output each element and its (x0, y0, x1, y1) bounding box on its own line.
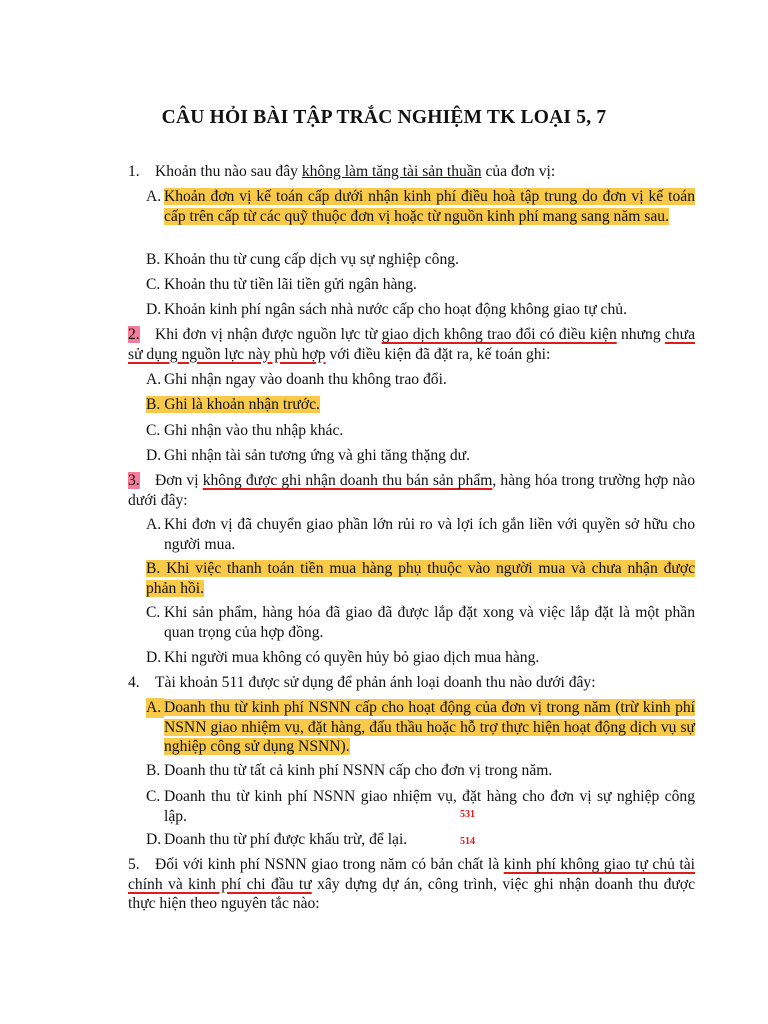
emphasis-text: không làm tăng tài sản thuần (301, 163, 482, 180)
option-1c: C. Khoản thu từ tiền lãi tiền gửi ngân hàng. (146, 276, 417, 293)
option-2d: D. Ghi nhận tài sản tương ứng và ghi tăng thặng dư. (146, 447, 471, 464)
option-3b: B. Khi việc thanh toán tiền mua hàng phụ thuộc vào người mua và chưa nhận được phản hồi. (146, 560, 695, 597)
question-1: 1. Khoản thu nào sau đây không làm tăng tài sản thuần của đơn vị: (128, 163, 556, 180)
option-4a: A. Doanh thu từ kinh phí NSNN cấp cho hoạt động của đơn vị trong năm (trừ kinh phí NSNN giao nhiệm vụ, đặt hàng, đấu thầu hoặc hỗ trợ thực hiện hoạt động dịch vụ sự nghiệp công sử dụng NSNN). (146, 699, 695, 755)
option-4c: C. Doanh thu từ kinh phí NSNN giao nhiệm vụ, đặt hàng cho đơn vị sự nghiệp công lập. (146, 788, 695, 825)
handwritten-note: 514 (460, 836, 475, 847)
option-3c: C. Khi sản phẩm, hàng hóa đã giao đã được lắp đặt xong và việc lắp đặt là một phần quan trọng của hợp đồng. (146, 604, 695, 641)
question-number: 2. (128, 326, 140, 343)
question-number: 4. (128, 674, 140, 691)
option-2b: B. Ghi là khoản nhận trước. (146, 396, 320, 413)
emphasis-text: chưa sử dụng nguồn lực này phù hợp (128, 326, 696, 363)
question-5: 5. Đối với kinh phí NSNN giao trong năm có bản chất là kinh phí không giao tự chủ tài chính và kinh phí chi đầu tư xây dựng dự án, công trình, việc ghi nhận doanh thu được thực hiện theo nguyên tắc nào: (128, 856, 695, 912)
option-2c: C. Ghi nhận vào thu nhập khác. (146, 422, 344, 439)
option-4d: D. Doanh thu từ phí được khấu trừ, để lại. (146, 831, 408, 848)
question-number: 3. (128, 472, 140, 489)
option-1d: D. Khoản kinh phí ngân sách nhà nước cấp cho hoạt động không giao tự chủ. (146, 301, 627, 318)
emphasis-text: giao dịch không trao đổi có điều kiện (381, 326, 617, 343)
handwritten-note: 531 (460, 809, 475, 820)
option-2a: A. Ghi nhận ngay vào doanh thu không trao đổi. (146, 371, 447, 388)
question-3: 3. Đơn vị không được ghi nhận doanh thu bán sản phẩm, hàng hóa trong trường hợp nào dưới đây: (128, 472, 695, 509)
question-number: 5. (128, 856, 140, 873)
option-3d: D. Khi người mua không có quyền hủy bỏ giao dịch mua hàng. (146, 649, 540, 666)
question-4: 4. Tài khoản 511 được sử dụng để phản ánh loại doanh thu nào dưới đây: (128, 674, 596, 691)
question-2: 2. Khi đơn vị nhận được nguồn lực từ giao dịch không trao đổi có điều kiện nhưng chưa sử dụng nguồn lực này phù hợp với điều kiện đã đặt ra, kế toán ghi: (128, 326, 696, 363)
option-4b: B. Doanh thu từ tất cả kinh phí NSNN cấp cho đơn vị trong năm. (146, 762, 553, 779)
highlighted-answer: Khi việc thanh toán tiền mua hàng phụ thuộc vào người mua và chưa nhận được phản hồi. (146, 560, 695, 597)
highlighted-answer: Ghi là khoản nhận trước. (164, 396, 320, 413)
question-number: 1. (128, 163, 140, 180)
highlighted-answer: Doanh thu từ kinh phí NSNN cấp cho hoạt động của đơn vị trong năm (trừ kinh phí NSNN giao nhiệm vụ, đặt hàng, đấu thầu hoặc hỗ trợ thực hiện hoạt động dịch vụ sự nghiệp công sử dụng NSNN). (164, 699, 695, 755)
highlighted-answer: Khoản đơn vị kế toán cấp dưới nhận kinh phí điều hoà tập trung do đơn vị kế toán cấp trên cấp từ các quỹ thuộc đơn vị hoặc từ nguồn kinh phí mang sang năm sau. (164, 188, 695, 225)
option-3a: A. Khi đơn vị đã chuyển giao phần lớn rủi ro và lợi ích gắn liền với quyền sở hữu cho người mua. (146, 516, 695, 553)
option-1b: B. Khoản thu từ cung cấp dịch vụ sự nghiệp công. (146, 251, 459, 268)
emphasis-text: không được ghi nhận doanh thu bán sản phẩm (202, 472, 493, 489)
option-1a: A. Khoản đơn vị kế toán cấp dưới nhận kinh phí điều hoà tập trung do đơn vị kế toán cấp trên cấp từ các quỹ thuộc đơn vị hoặc từ nguồn kinh phí mang sang năm sau. (146, 188, 695, 225)
page-title: CÂU HỎI BÀI TẬP TRẮC NGHIỆM TK LOẠI 5, 7 (161, 107, 607, 128)
emphasis-text: kinh phí không giao tự chủ tài chính và kinh phí chi đầu tư (128, 856, 695, 893)
